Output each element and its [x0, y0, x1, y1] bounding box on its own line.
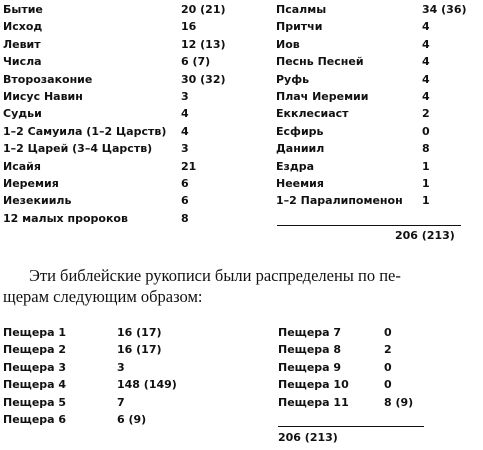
book-row-count: 6: [181, 176, 189, 190]
cave-row: [3, 376, 177, 393]
book-row-count: 4: [422, 37, 430, 51]
book-row: [3, 36, 251, 53]
book-row: [3, 192, 251, 209]
book-row-label: Екклесиаст: [276, 107, 349, 121]
caves-table-left: [3, 324, 177, 428]
book-row: [276, 175, 482, 192]
cave-row-label: Пещера 3: [3, 360, 67, 374]
book-row: [3, 210, 251, 227]
book-row-count: 20 (21): [181, 3, 226, 16]
book-row-count: 4: [181, 124, 189, 138]
book-row-label: Иисус Навин: [3, 89, 83, 103]
cave-row-count: 6 (9): [117, 412, 147, 426]
book-row-count: 21: [181, 159, 197, 173]
book-row-count: 3: [181, 89, 189, 103]
book-row: [3, 175, 251, 192]
book-row-label: 1–2 Самуила (1–2 Царств): [3, 124, 167, 138]
book-row-label: Судьи: [3, 107, 42, 121]
book-row-label: Левит: [3, 37, 41, 51]
book-row: [3, 1, 251, 18]
cave-row-label: Пещера 9: [278, 360, 342, 374]
cave-row-label: Пещера 1: [3, 326, 67, 339]
book-row-count: 8: [422, 142, 430, 156]
book-row: [276, 158, 482, 175]
cave-row-count: 16 (17): [117, 343, 162, 357]
book-row-label: Иеремия: [3, 176, 59, 190]
books-table-right: [276, 1, 482, 210]
cave-row-count: 0: [384, 378, 392, 392]
cave-row: [3, 411, 177, 428]
cave-row-label: Пещера 8: [278, 343, 342, 357]
paragraph-line-2: щерам следующим образом:: [3, 286, 203, 306]
book-row-label: 1–2 Паралипоменон: [276, 194, 403, 208]
book-row: [276, 36, 482, 53]
cave-row-count: 7: [117, 395, 125, 409]
book-row-count: 4: [422, 89, 430, 103]
book-row: [276, 192, 482, 209]
cave-row: [3, 359, 177, 376]
book-row-label: Бытие: [3, 3, 43, 16]
cave-row-count: 8 (9): [384, 395, 414, 409]
caves-table-right: [278, 324, 444, 411]
book-row: [276, 18, 482, 35]
caves-total: 206 (213): [278, 431, 338, 444]
book-row-count: 2: [422, 107, 430, 121]
cave-row: [3, 394, 177, 411]
book-row-count: 6: [181, 194, 189, 208]
book-row-label: Иов: [276, 37, 300, 51]
book-row: [3, 158, 251, 175]
books-table-left: [3, 1, 251, 227]
book-row: [276, 71, 482, 88]
book-row-label: Плач Иеремии: [276, 89, 369, 103]
book-row-label: Числа: [3, 55, 42, 69]
book-row-count: 4: [422, 20, 430, 34]
book-row-label: Притчи: [276, 20, 323, 34]
book-row-count: 1: [422, 159, 430, 173]
book-row: [3, 88, 251, 105]
book-row-count: 8: [181, 211, 189, 225]
book-row-count: 34 (36): [422, 3, 467, 16]
book-row: [3, 18, 251, 35]
cave-row-label: Пещера 10: [278, 378, 349, 392]
books-total-rule: [277, 225, 461, 226]
book-row: [3, 105, 251, 122]
cave-row: [278, 359, 444, 376]
book-row: [276, 123, 482, 140]
books-total: 206 (213): [395, 229, 455, 242]
book-row: [276, 1, 482, 18]
book-row: [276, 53, 482, 70]
book-row: [276, 105, 482, 122]
book-row: [3, 71, 251, 88]
cave-row: [3, 341, 177, 358]
book-row: [3, 53, 251, 70]
cave-row-label: Пещера 11: [278, 395, 349, 409]
body-paragraph: [3, 266, 479, 307]
book-row-count: 3: [181, 142, 189, 156]
book-row-label: Псалмы: [276, 3, 327, 16]
caves-total-rule: [278, 426, 424, 427]
cave-row-label: Пещера 7: [278, 326, 342, 339]
book-row-label: Руфь: [276, 72, 310, 86]
book-row-label: Второзаконие: [3, 72, 93, 86]
cave-row-label: Пещера 2: [3, 343, 67, 357]
cave-row: [278, 324, 444, 341]
book-row-label: Есфирь: [276, 124, 324, 138]
cave-row-label: Пещера 6: [3, 412, 67, 426]
book-row-label: 12 малых пророков: [3, 211, 128, 225]
book-row-label: Исход: [3, 20, 43, 34]
book-row-count: 4: [422, 72, 430, 86]
book-row-count: 16: [181, 20, 197, 34]
book-row-count: 1: [422, 176, 430, 190]
cave-row-count: 148 (149): [117, 378, 177, 392]
cave-row-label: Пещера 5: [3, 395, 67, 409]
book-row: [3, 123, 251, 140]
book-row-label: Даниил: [276, 142, 325, 156]
book-row-label: 1–2 Царей (3–4 Царств): [3, 142, 153, 156]
book-row-count: 12 (13): [181, 37, 226, 51]
cave-row-count: 2: [384, 343, 392, 357]
cave-row: [278, 394, 444, 411]
paragraph-line-1: Эти библейские рукописи были распределены по пе-: [29, 266, 401, 285]
book-row-count: 4: [181, 107, 189, 121]
book-row-label: Иезекииль: [3, 194, 72, 208]
book-row-count: 30 (32): [181, 72, 226, 86]
book-row-count: 4: [422, 55, 430, 69]
cave-row: [278, 341, 444, 358]
book-row-label: Исайя: [3, 159, 41, 173]
book-row-label: Неемия: [276, 176, 324, 190]
cave-row: [278, 376, 444, 393]
book-row-count: 1: [422, 194, 430, 208]
cave-row: [3, 324, 177, 341]
book-row: [3, 140, 251, 157]
book-row-count: 0: [422, 124, 430, 138]
book-row-count: 6 (7): [181, 55, 211, 69]
book-row-label: Ездра: [276, 159, 315, 173]
cave-row-count: 0: [384, 360, 392, 374]
cave-row-count: 3: [117, 360, 125, 374]
book-row: [276, 88, 482, 105]
book-row-label: Песнь Песней: [276, 55, 364, 69]
cave-row-count: 16 (17): [117, 326, 162, 339]
book-row: [276, 140, 482, 157]
cave-row-label: Пещера 4: [3, 378, 67, 392]
cave-row-count: 0: [384, 326, 392, 339]
